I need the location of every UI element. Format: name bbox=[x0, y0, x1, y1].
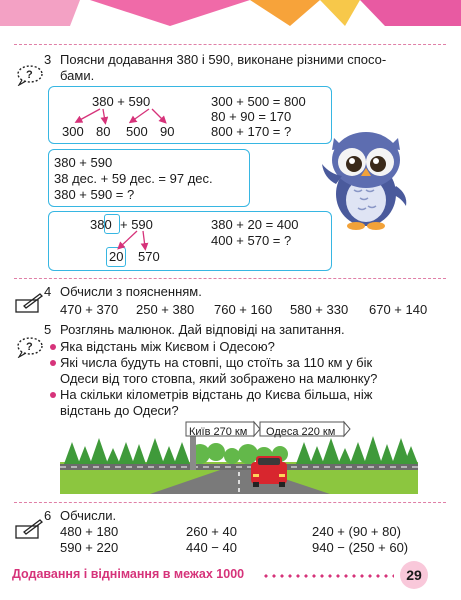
task-number: 5 bbox=[44, 322, 52, 337]
section-divider bbox=[14, 278, 446, 279]
box2-line: 380 + 590 bbox=[54, 155, 113, 170]
expression: 260 + 40 bbox=[186, 524, 237, 539]
speech-question-icon bbox=[16, 64, 44, 86]
expression: 470 + 370 bbox=[60, 302, 119, 317]
expression: 760 + 160 bbox=[214, 302, 273, 317]
box1-expression: 380 + 590 bbox=[92, 94, 151, 109]
expression: 240 + (90 + 80) bbox=[312, 524, 401, 539]
question-text: Одеси від того стовпа, який зображено на малюнку? bbox=[60, 371, 378, 386]
expression: 480 + 180 bbox=[60, 524, 119, 539]
sign-odesa: Одеса 220 км bbox=[266, 426, 336, 438]
task-text: бами. bbox=[60, 68, 95, 83]
bullet bbox=[50, 344, 56, 350]
task-number: 4 bbox=[44, 284, 52, 299]
task-text: Обчисли. bbox=[60, 508, 117, 523]
question-text: Які числа будуть на стовпі, що стоїть за 110 км у бік bbox=[60, 355, 373, 370]
car-icon bbox=[251, 456, 287, 487]
footer-title: Додавання і віднімання в межах 1000 bbox=[12, 567, 245, 581]
pencil-write-icon bbox=[14, 292, 44, 314]
expression: 940 − (250 + 60) bbox=[312, 540, 409, 555]
footer-dots bbox=[262, 574, 394, 578]
box3-part: 20 bbox=[109, 249, 124, 264]
box1-line: 80 + 90 = 170 bbox=[211, 109, 292, 124]
page-number: 29 bbox=[400, 561, 428, 589]
expression: 580 + 330 bbox=[290, 302, 349, 317]
task-number: 6 bbox=[44, 508, 52, 523]
box1-part: 500 bbox=[126, 124, 148, 139]
section-divider bbox=[14, 502, 446, 503]
box1-part: 300 bbox=[62, 124, 84, 139]
pencil-write-icon bbox=[14, 518, 44, 540]
box3-expression-a: 380 bbox=[90, 217, 112, 232]
box3-part: 570 bbox=[138, 249, 160, 264]
owl-illustration bbox=[320, 124, 412, 232]
expression: 670 + 140 bbox=[369, 302, 428, 317]
box1-line: 300 + 500 = 800 bbox=[211, 94, 306, 109]
box3-expression-b: + 590 bbox=[120, 217, 153, 232]
bullet bbox=[50, 392, 56, 398]
box2-line: 38 дес. + 59 дес. = 97 дес. bbox=[54, 171, 213, 186]
box3-line: 400 + 570 = ? bbox=[211, 233, 292, 248]
bullet bbox=[50, 360, 56, 366]
svg-text:?: ? bbox=[26, 69, 33, 81]
speech-question-icon bbox=[16, 336, 44, 358]
task-text: Поясни додавання 380 і 590, виконане різними спосо- bbox=[60, 52, 387, 67]
box1-part: 90 bbox=[160, 124, 175, 139]
question-text: відстань до Одеси? bbox=[60, 403, 179, 418]
question-text: На скільки кілометрів відстань до Києва більша, ніж bbox=[60, 387, 373, 402]
task-number: 3 bbox=[44, 52, 52, 67]
section-divider bbox=[14, 44, 446, 45]
task-text: Розглянь малюнок. Дай відповіді на запитання. bbox=[60, 322, 345, 337]
box1-line: 800 + 170 = ? bbox=[211, 124, 292, 139]
sign-kyiv: Київ 270 км bbox=[189, 426, 248, 438]
box3-line: 380 + 20 = 400 bbox=[211, 217, 299, 232]
expression: 250 + 380 bbox=[136, 302, 195, 317]
box2-line: 380 + 590 = ? bbox=[54, 187, 135, 202]
top-banner bbox=[0, 0, 461, 26]
box1-part: 80 bbox=[96, 124, 111, 139]
svg-text:?: ? bbox=[26, 341, 33, 353]
question-text: Яка відстань між Києвом і Одесою? bbox=[60, 339, 275, 354]
expression: 590 + 220 bbox=[60, 540, 119, 555]
expression: 440 − 40 bbox=[186, 540, 237, 555]
task-text: Обчисли з поясненням. bbox=[60, 284, 202, 299]
